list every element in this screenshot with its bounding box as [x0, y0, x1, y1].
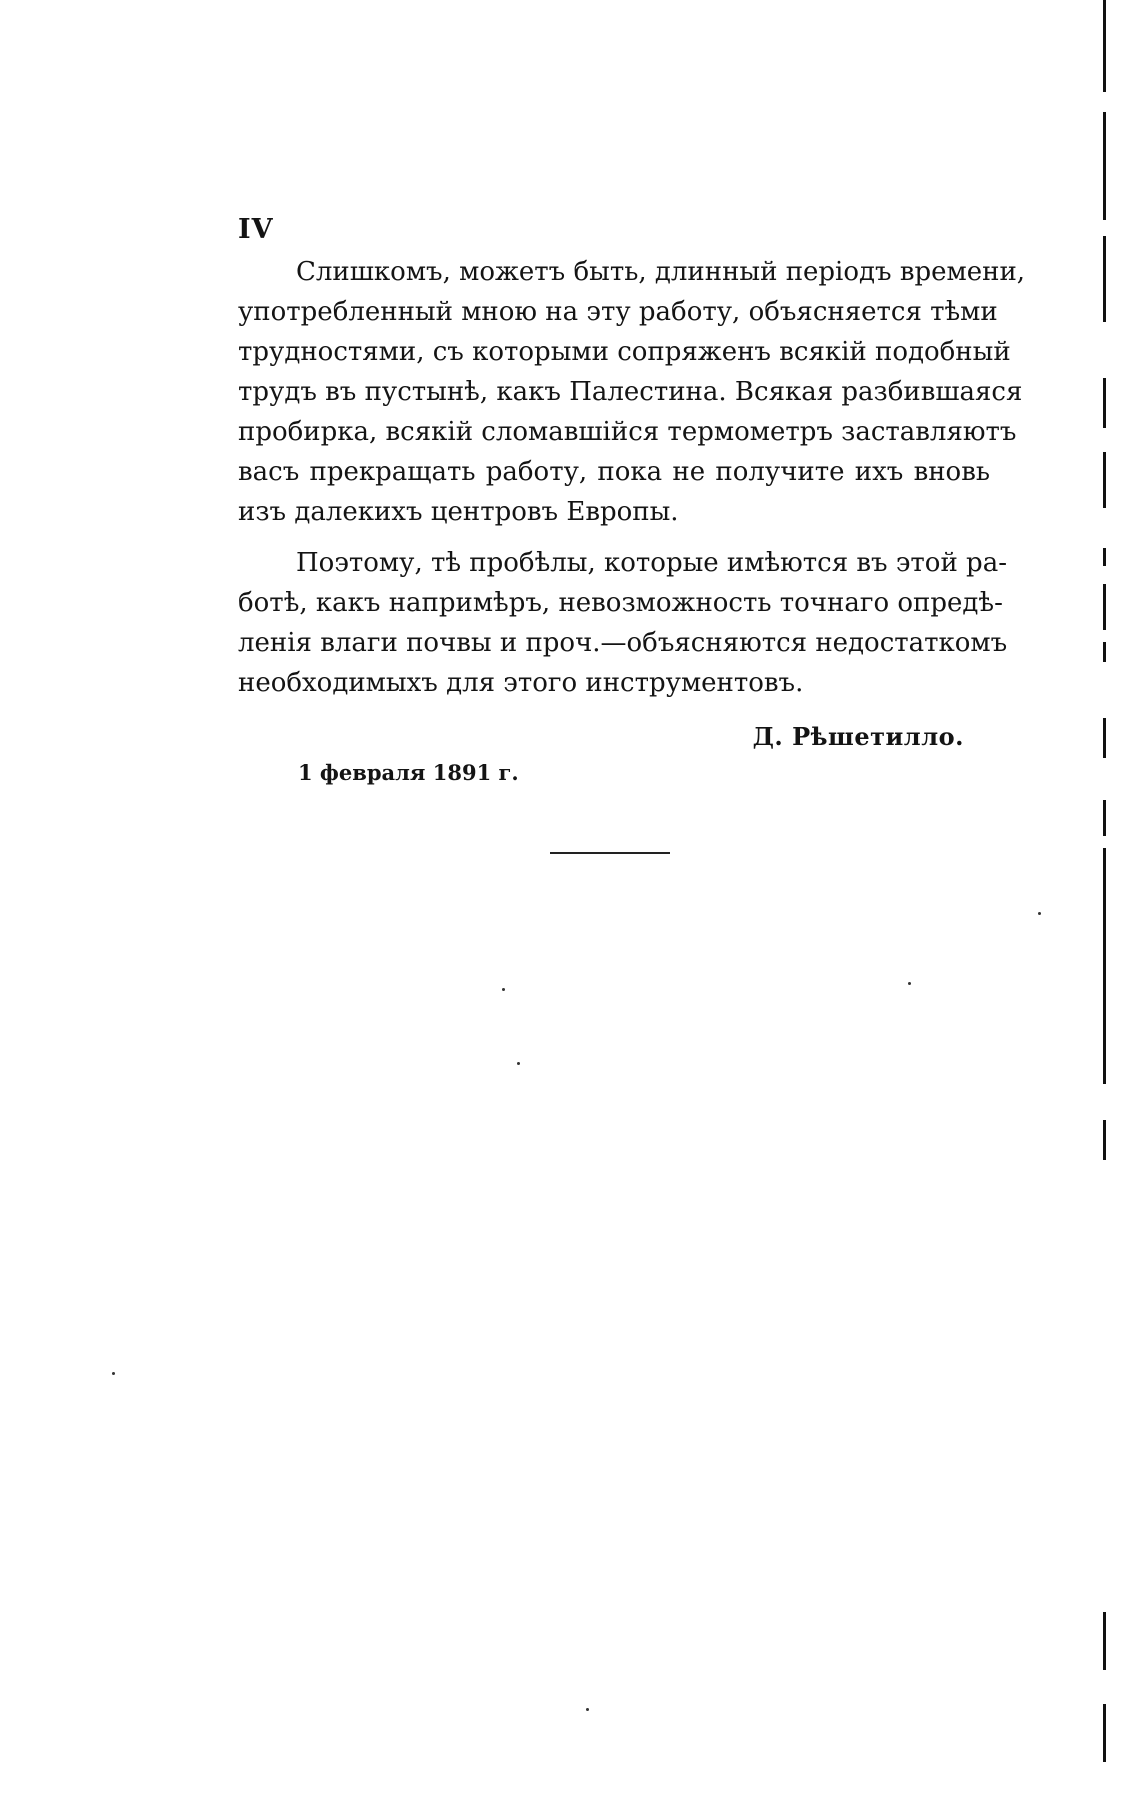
page-edge-line	[1103, 452, 1106, 508]
text-line: трудностями, съ которыми сопряженъ всякій подобный	[238, 337, 1011, 367]
text-line: трудъ въ пустынѣ, какъ Палестина. Всякая разбившаяся	[238, 377, 1023, 407]
text-line: пробирка, всякій сломавшійся термометръ заставляютъ	[238, 417, 1017, 447]
text-line: употребленный мною на эту работу, объясняется тѣми	[238, 297, 998, 327]
speck	[1038, 912, 1041, 915]
page-edge-line	[1103, 0, 1106, 92]
paragraph-gap	[238, 532, 990, 543]
text-line: Поэтому, тѣ пробѣлы, которые имѣются въ этой ра-	[296, 548, 1007, 578]
page-edge-line	[1103, 800, 1106, 836]
text-line: Слишкомъ, можетъ быть, длинный періодъ времени,	[296, 257, 1026, 287]
page-number: IV	[238, 214, 274, 245]
page-edge-line	[1103, 236, 1106, 322]
page-edge-line	[1103, 112, 1106, 220]
page-edge-line	[1103, 548, 1106, 566]
page-edge-line	[1103, 1612, 1106, 1670]
date-line: 1 февраля 1891 г.	[298, 760, 519, 785]
text-line: ленія влаги почвы и проч.—объясняются недостаткомъ	[238, 628, 1008, 658]
page-edge-line	[1103, 584, 1106, 630]
text-line: необходимыхъ для этого инструментовъ.	[238, 668, 804, 698]
author-signature: Д. Рѣшетилло.	[752, 722, 964, 751]
body-text	[238, 252, 1026, 703]
paragraph	[238, 252, 1026, 532]
page-edge-line	[1103, 848, 1106, 1084]
speck	[502, 988, 505, 991]
speck	[517, 1062, 520, 1065]
speck	[908, 982, 911, 985]
speck	[586, 1708, 589, 1711]
page-edge-line	[1103, 1120, 1106, 1160]
text-line: ботѣ, какъ напримѣръ, невозможность точнаго опредѣ-	[238, 588, 1003, 618]
page-edge-line	[1103, 378, 1106, 428]
paragraph	[238, 543, 1008, 703]
page-edge-line	[1103, 1704, 1106, 1762]
speck	[112, 1372, 115, 1375]
text-line: изъ далекихъ центровъ Европы.	[238, 497, 679, 527]
page-edge-line	[1103, 642, 1106, 662]
page-edge-line	[1103, 718, 1106, 758]
text-line: васъ прекращать работу, пока не получите ихъ вновь	[238, 457, 990, 487]
end-rule-divider	[550, 852, 670, 854]
